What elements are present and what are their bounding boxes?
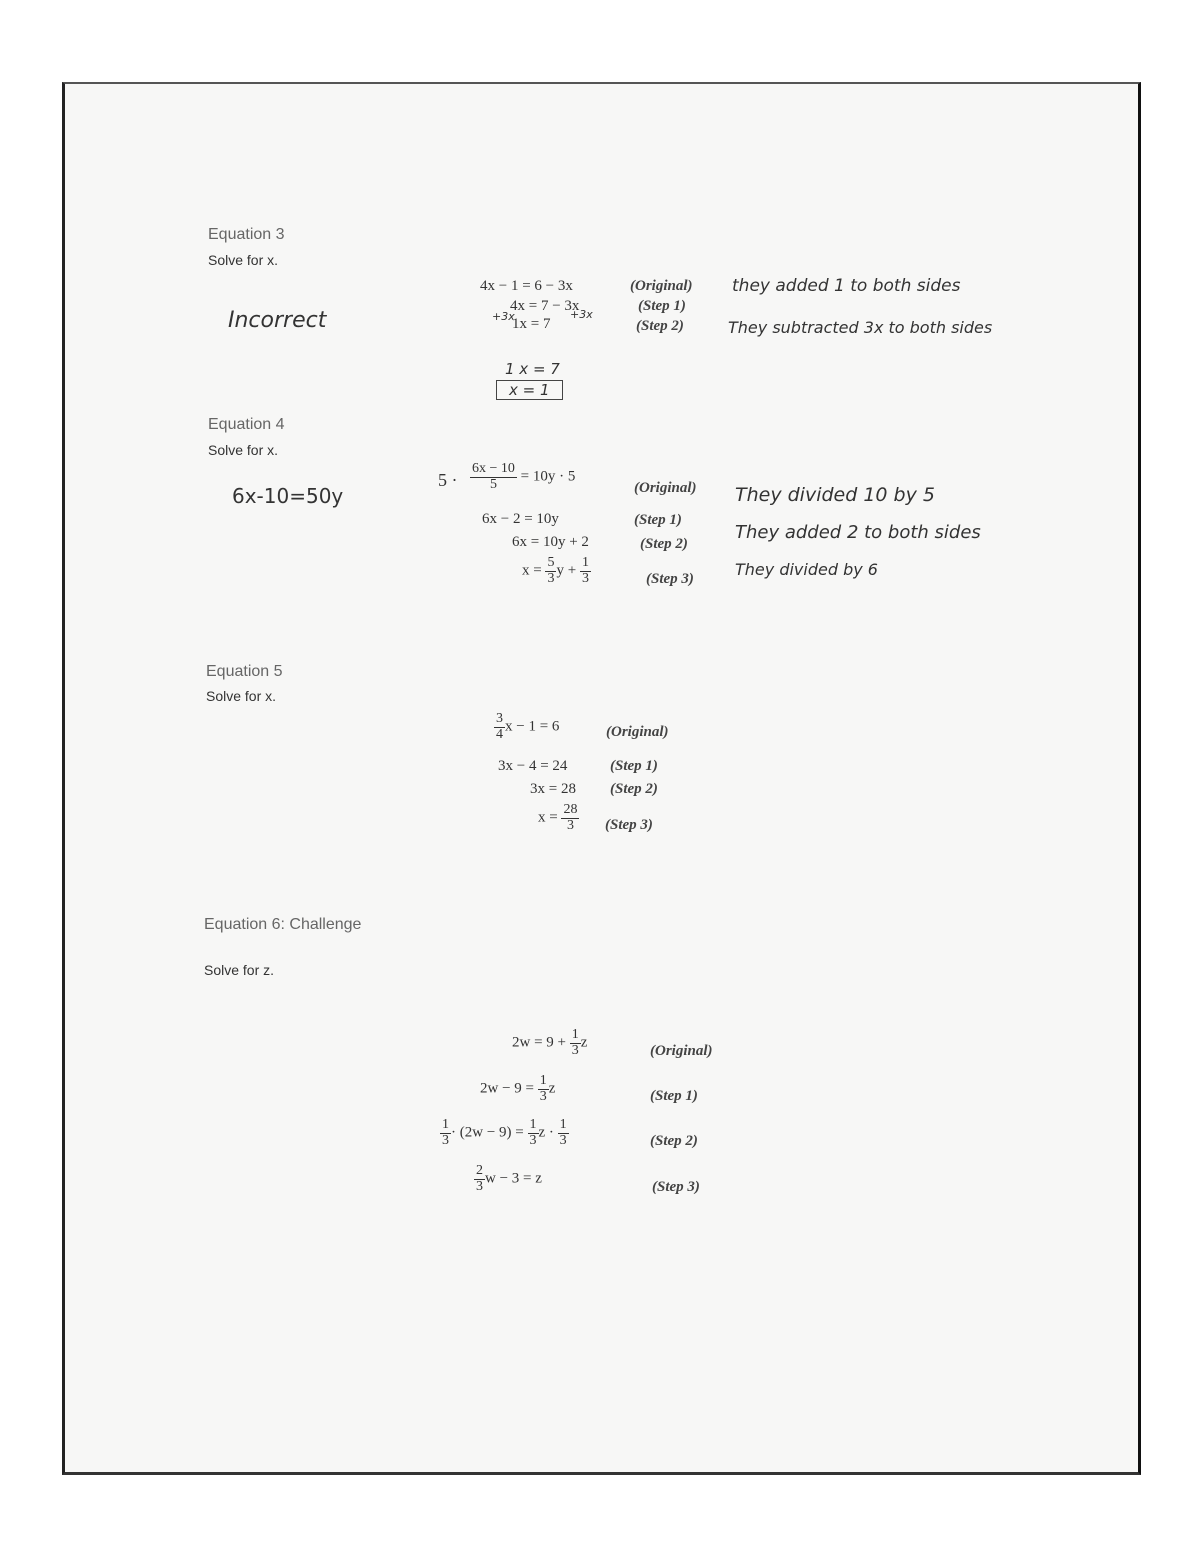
eq3-line-1: 4x − 1 = 6 − 3x (480, 278, 573, 294)
eq6-l3-z: z · (538, 1124, 554, 1141)
eq4-step-1: (Step 1) (634, 512, 682, 528)
eq6-l3-n: 1 (442, 1117, 449, 1132)
eq4-line-2: 6x − 2 = 10y (482, 511, 559, 527)
eq6-l1-d: 3 (571, 1042, 579, 1058)
eq4-l4-lhs: x = (522, 562, 542, 579)
eq6-l4-rest: w − 3 = z (485, 1170, 542, 1187)
eq6-step-1: (Step 1) (650, 1088, 698, 1104)
eq4-l4-mid: y + (556, 562, 577, 579)
eq3-grade: Incorrect (228, 308, 327, 333)
eq5-l4-n: 28 (563, 802, 578, 817)
eq3-mark-2: +3x (570, 308, 593, 321)
eq3-work-1: 1 x = 7 (505, 360, 560, 378)
eq5-step-0: (Original) (606, 724, 669, 740)
eq4-title: Equation 4 (208, 416, 285, 433)
eq5-line-2: 3x − 4 = 24 (498, 758, 568, 774)
eq4-line1-rhs: = 10y · 5 (520, 468, 576, 485)
eq4-step-0: (Original) (634, 480, 697, 496)
eq6-step-3: (Step 3) (652, 1179, 700, 1195)
eq3-mark-1: +3x (492, 310, 515, 323)
eq6-l3-d: 3 (442, 1132, 449, 1148)
eq6-l3-d3: 3 (559, 1132, 567, 1148)
eq5-instruction: Solve for x. (206, 688, 277, 704)
eq5-step-2: (Step 2) (610, 781, 658, 797)
eq3-step-0: (Original) (630, 278, 693, 294)
eq6-line-2 (480, 1074, 555, 1104)
eq4-prefix: 5 · (438, 470, 458, 490)
eq6-l3-mid: · (2w − 9) = (451, 1124, 524, 1141)
eq6-line-3 (440, 1118, 569, 1148)
eq6-line-1 (512, 1028, 587, 1058)
eq3-line-2: 4x = 7 − 3x (510, 298, 580, 314)
eq5-n: 3 (496, 711, 503, 726)
eq6-l3-d2: 3 (529, 1132, 537, 1148)
eq5-title: Equation 5 (206, 663, 283, 680)
eq6-l1-z: z (580, 1034, 588, 1051)
eq4-line-3: 6x = 10y + 2 (512, 534, 589, 550)
eq5-step-1: (Step 1) (610, 758, 658, 774)
eq3-note-2: They subtracted 3x to both sides (728, 318, 993, 337)
eq4-step-3: (Step 3) (646, 571, 694, 587)
eq6-l1-text: 2w = 9 + (512, 1034, 567, 1051)
eq6-l2-d: 3 (539, 1088, 547, 1104)
eq4-step-2: (Step 2) (640, 536, 688, 552)
eq4-l4-d2: 3 (581, 570, 589, 586)
eq4-denominator: 5 (489, 476, 497, 492)
eq3-note-1: they added 1 to both sides (732, 276, 961, 296)
eq6-l4-d: 3 (476, 1178, 483, 1194)
eq4-note-1: They divided 10 by 5 (735, 484, 935, 506)
eq5-l4-lhs: x = (538, 809, 558, 826)
eq5-l1-rest: x − 1 = 6 (505, 718, 560, 735)
eq6-title: Equation 6: Challenge (204, 916, 362, 933)
eq6-l2-z: z (548, 1080, 556, 1097)
eq6-l2-text: 2w − 9 = (480, 1080, 535, 1097)
eq5-line-4 (538, 803, 579, 833)
eq6-l3-n2: 1 (529, 1117, 537, 1132)
eq5-l4-d: 3 (566, 817, 574, 833)
scanned-page (62, 82, 1141, 1475)
eq6-line-4 (474, 1164, 542, 1194)
eq4-l4-d1: 3 (547, 570, 555, 586)
eq4-instruction: Solve for x. (208, 442, 279, 458)
eq4-numerator: 6x − 10 (472, 461, 515, 476)
eq3-answer: x = 1 (496, 380, 563, 400)
eq5-line-3: 3x = 28 (530, 781, 576, 797)
eq6-l1-n: 1 (571, 1027, 579, 1042)
eq3-line-3: 1x = 7 (512, 316, 551, 332)
eq4-line-4 (522, 556, 591, 586)
eq3-step-1: (Step 1) (638, 298, 686, 314)
eq4-l4-n1: 5 (547, 555, 555, 570)
eq5-d: 4 (496, 726, 503, 742)
eq6-l4-n: 2 (476, 1163, 483, 1178)
eq3-step-2: (Step 2) (636, 318, 684, 334)
eq6-step-2: (Step 2) (650, 1133, 698, 1149)
eq4-note-2: They added 2 to both sides (735, 522, 981, 543)
eq3-instruction: Solve for x. (208, 252, 279, 268)
eq4-line-1 (470, 462, 575, 492)
eq4-l4-n2: 1 (581, 555, 589, 570)
eq4-student-equation: 6x-10=50y (232, 484, 344, 508)
eq3-title: Equation 3 (208, 226, 285, 243)
eq6-l3-n3: 1 (559, 1117, 567, 1132)
eq4-note-3: They divided by 6 (735, 560, 878, 579)
eq6-instruction: Solve for z. (204, 962, 275, 978)
eq6-l2-n: 1 (539, 1073, 547, 1088)
eq5-line-1 (494, 712, 559, 742)
eq5-step-3: (Step 3) (605, 817, 653, 833)
eq6-step-0: (Original) (650, 1043, 713, 1059)
